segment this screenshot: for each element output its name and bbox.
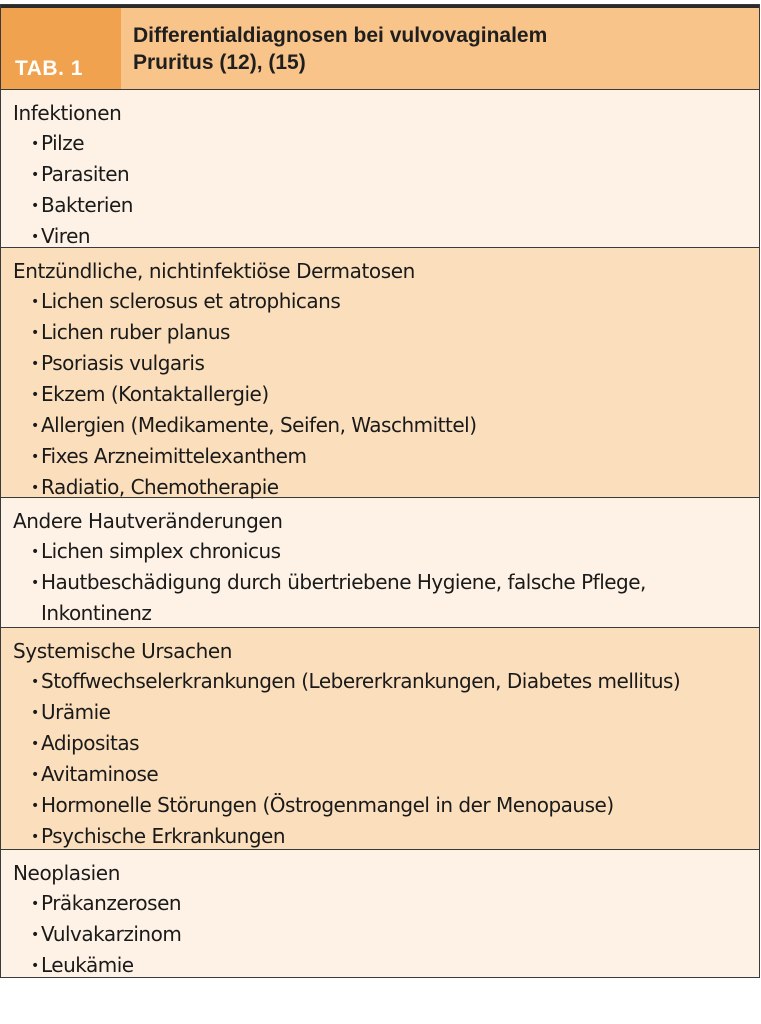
list-item: • Lichen sclerosus et atrophicans [31,289,341,313]
section-list [13,888,749,981]
list-item: • Hormonelle Störungen (Östrogenmangel in der Menopause) [31,793,614,817]
table-header [1,5,759,89]
section-list [13,286,749,503]
list-item: • Radiatio, Chemotherapie [31,475,279,499]
section-heading: Andere Hautveränderungen [13,509,283,533]
list-item: • Lichen ruber planus [31,320,230,344]
section-systemische-ursachen [1,627,759,849]
list-item: • Pilze [31,131,85,155]
section-dermatosen [1,247,759,497]
list-item: • Stoffwechselerkrankungen (Lebererkrankungen, Diabetes mellitus) [31,669,681,693]
section-neoplasien [1,849,759,977]
list-item: • Urämie [31,700,111,724]
section-heading: Neoplasien [13,861,120,885]
list-item: • Parasiten [31,162,130,186]
list-item: • Bakterien [31,193,133,217]
list-item: • Hautbeschädigung durch übertriebene Hygiene, falsche Pflege, Inkontinenz [31,570,646,625]
list-item: • Adipositas [31,731,140,755]
section-heading: Infektionen [13,101,122,125]
list-item: • Psoriasis vulgaris [31,351,205,375]
table-number-label: TAB. 1 [1,8,121,89]
list-item: • Präkanzerosen [31,891,182,915]
section-hautveraenderungen [1,497,759,627]
section-infektionen [1,89,759,247]
list-item: • Avitaminose [31,762,159,786]
section-heading: Systemische Ursachen [13,639,233,663]
section-list [13,128,749,252]
list-item: • Viren [31,224,91,248]
list-item: • Leukämie [31,953,134,977]
list-item: • Ekzem (Kontaktallergie) [31,382,269,406]
table-title [121,8,759,89]
list-item: • Lichen simplex chronicus [31,539,281,563]
table-title-line-2: Pruritus (12), (15) [133,51,306,74]
list-item: • Vulvakarzinom [31,922,182,946]
list-item: • Allergien (Medikamente, Seifen, Waschmittel) [31,413,477,437]
section-heading: Entzündliche, nichtinfektiöse Dermatosen [13,259,415,283]
section-list [13,666,749,852]
list-item: • Psychische Erkrankungen [31,824,286,848]
section-list [13,536,749,628]
list-item: • Fixes Arzneimittelexanthem [31,444,307,468]
table-title-line-1: Differentialdiagnosen bei vulvovaginalem [133,24,548,47]
diagnosis-table [0,4,760,978]
